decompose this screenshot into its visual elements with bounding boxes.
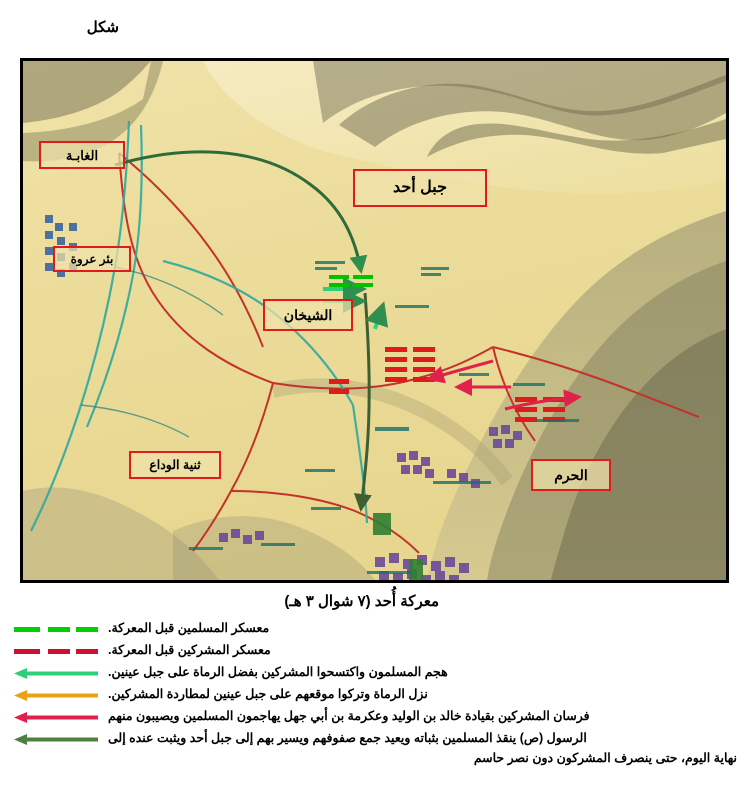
- map-frame: [20, 58, 729, 583]
- map-label-ghaba: [39, 141, 125, 169]
- legend-continuation: نهاية اليوم، حتى ينصرف المشركون دون نصر حاسم: [473, 751, 737, 765]
- legend-item-label: نزل الرماة وتركوا موقعهم على جبل عينين لمطاردة المشركين.: [108, 687, 428, 701]
- legend-item-label: الرسول (ص) ينقذ المسلمين بثباته ويعيد جمع صفوفهم ويسير بهم إلى جبل أحد ويثبت عنده إلى: [108, 731, 587, 745]
- map-label-thaniyyat-al-wada: [129, 451, 221, 479]
- map-label-uhud-text: جبل أحد: [393, 179, 448, 196]
- map-label-urwa: [53, 246, 131, 272]
- legend-symbol-arrow-darkgreen: [12, 731, 100, 748]
- legend-symbol-arrow-green: [12, 665, 100, 682]
- map-label-urwa-text: بئر عروة: [70, 252, 114, 266]
- legend: [12, 620, 737, 765]
- figure-label: شكل: [86, 19, 119, 36]
- legend-symbol-dashed-red: [12, 643, 100, 660]
- map-label-shaykhan-text: الشيخان: [283, 307, 333, 323]
- legend-symbol-arrow-orange: [12, 687, 100, 704]
- legend-item: [12, 686, 737, 704]
- legend-item-label: معسكر المسلمين قبل المعركة.: [108, 621, 270, 635]
- legend-symbol-arrow-red: [12, 709, 100, 726]
- map-canvas: [23, 61, 726, 580]
- map-label-ghaba-text: الغابـة: [65, 147, 99, 163]
- map-label-haram-text: الحرم: [554, 467, 588, 483]
- legend-item-label: معسكر المشركين قبل المعركة.: [108, 643, 271, 657]
- legend-item: [12, 708, 737, 726]
- map-label-thaniyyat-al-wada-text: ثنية الوداع: [149, 457, 201, 472]
- legend-item: [12, 730, 737, 748]
- legend-item: [12, 664, 737, 682]
- legend-item-label: هجم المسلمون واكتسحوا المشركين بفضل الرماة على جبل عينين.: [108, 665, 448, 679]
- map-label-haram: [531, 459, 611, 491]
- map-label-uhud: [353, 169, 487, 207]
- legend-item: [12, 620, 737, 638]
- battle-title: معركة أُحد (٧ شوال ٣ هـ): [284, 593, 439, 610]
- legend-item: [12, 642, 737, 660]
- legend-item-label: فرسان المشركين بقيادة خالد بن الوليد وعكرمة بن أبي جهل يهاجمون المسلمين ويصيبون منهم: [108, 709, 590, 723]
- map-label-shaykhan: [263, 299, 353, 331]
- legend-symbol-dashed-green: [12, 621, 100, 638]
